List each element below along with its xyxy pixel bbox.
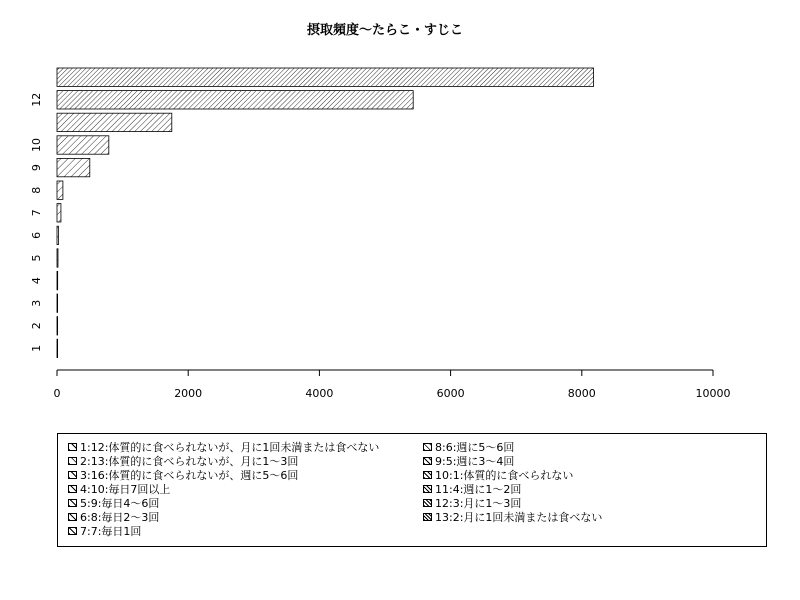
x-axis xyxy=(54,370,731,400)
legend-swatch xyxy=(68,457,77,465)
legend-label: 6:8:毎日2〜3回 xyxy=(80,511,160,524)
bar-5 xyxy=(57,249,58,267)
y-tick-label: 12 xyxy=(30,92,43,107)
legend-swatch xyxy=(423,499,432,507)
legend-label: 2:13:体質的に食べられないが、月に1〜3回 xyxy=(80,455,299,468)
bar-8 xyxy=(57,181,63,199)
bar-3 xyxy=(57,294,58,312)
chart-title: 摂取頻度〜たらこ・すじこ xyxy=(306,23,464,38)
legend-swatch xyxy=(423,457,432,465)
legend-swatch xyxy=(68,527,77,535)
legend-item xyxy=(58,469,379,483)
legend-label: 11:4:週に1〜2回 xyxy=(435,483,522,496)
legend-label: 9:5:週に3〜4回 xyxy=(435,455,515,468)
bar-2 xyxy=(57,317,58,335)
y-tick-label: 9 xyxy=(30,164,43,172)
legend-column-right xyxy=(413,441,602,525)
bar-4 xyxy=(57,271,58,289)
legend-swatch xyxy=(423,443,432,451)
y-tick-label: 2 xyxy=(30,322,43,330)
bar-11 xyxy=(57,113,172,131)
legend-item xyxy=(58,455,379,469)
y-tick-label: 7 xyxy=(30,209,43,217)
legend-swatch xyxy=(423,471,432,479)
y-axis xyxy=(30,93,43,352)
legend-item xyxy=(413,441,602,455)
x-tick-label: 4000 xyxy=(305,387,334,400)
x-tick-label: 2000 xyxy=(174,387,203,400)
bars-layer xyxy=(57,68,594,358)
legend-item xyxy=(58,525,379,539)
legend-item xyxy=(413,511,602,525)
legend xyxy=(57,433,767,547)
legend-item xyxy=(58,441,379,455)
legend-label: 8:6:週に5〜6回 xyxy=(435,441,515,454)
x-tick-label: 0 xyxy=(53,387,61,400)
legend-item xyxy=(413,483,602,497)
legend-item xyxy=(58,511,379,525)
legend-label: 7:7:毎日1回 xyxy=(80,525,142,538)
legend-item xyxy=(413,469,602,483)
y-tick-label: 8 xyxy=(30,186,43,194)
legend-label: 12:3:月に1〜3回 xyxy=(435,497,522,510)
legend-label: 3:16:体質的に食べられないが、週に5〜6回 xyxy=(80,469,299,482)
x-tick-label: 8000 xyxy=(567,387,596,400)
legend-label: 10:1:体質的に食べられない xyxy=(435,469,574,482)
y-tick-label: 4 xyxy=(30,277,43,285)
x-tick-label: 10000 xyxy=(695,387,731,400)
legend-swatch xyxy=(423,485,432,493)
legend-item xyxy=(58,483,379,497)
bar-7 xyxy=(57,204,61,222)
bar-1 xyxy=(57,339,58,357)
x-tick-label: 6000 xyxy=(436,387,465,400)
y-tick-label: 5 xyxy=(30,254,43,262)
legend-label: 5:9:毎日4〜6回 xyxy=(80,497,160,510)
legend-item xyxy=(58,497,379,511)
bar-13 xyxy=(57,68,594,86)
legend-swatch xyxy=(68,485,77,493)
legend-item xyxy=(413,455,602,469)
legend-swatch xyxy=(68,513,77,521)
y-tick-label: 6 xyxy=(30,231,43,239)
bar-10 xyxy=(57,136,109,154)
y-tick-label: 1 xyxy=(30,344,43,352)
bar-6 xyxy=(57,226,58,244)
legend-swatch xyxy=(68,471,77,479)
legend-label: 4:10:毎日7回以上 xyxy=(80,483,171,496)
legend-swatch xyxy=(423,513,432,521)
legend-label: 13:2:月に1回未満または食べない xyxy=(435,511,603,524)
y-tick-label: 10 xyxy=(30,138,43,152)
y-tick-label: 3 xyxy=(30,299,43,307)
legend-item xyxy=(413,497,602,511)
legend-label: 1:12:体質的に食べられないが、月に1回未満または食べない xyxy=(80,441,380,454)
legend-column-left xyxy=(58,441,379,539)
bar-9 xyxy=(57,158,90,176)
bar-12 xyxy=(57,91,413,109)
legend-swatch xyxy=(68,499,77,507)
legend-swatch xyxy=(68,443,77,451)
